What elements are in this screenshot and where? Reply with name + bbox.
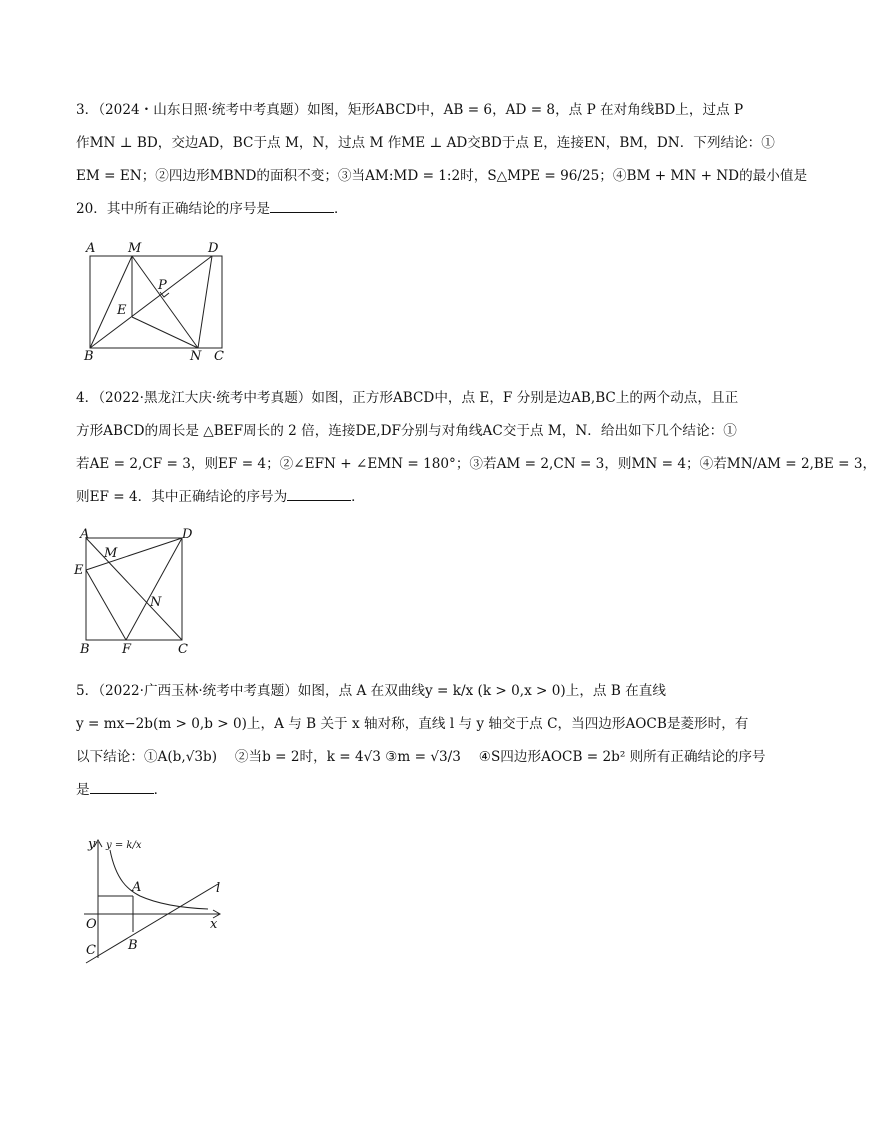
question-5 (76, 675, 766, 807)
q4-line-2: 方形ABCD的周长是 △BEF周长的 2 倍，连接DE,DF分别与对角线AC交于点 M，N．给出如下几个结论：① (76, 423, 737, 439)
q3-line-2: 作MN ⊥ BD，交边AD，BC于点 M，N，过点 M 作ME ⊥ AD交BD于点 E，连接EN，BM，DN．下列结论：① (76, 135, 775, 151)
q5-label-b: B (128, 938, 138, 953)
q5-hyperbola (110, 850, 208, 909)
q3-line-3: EM = EN；②四边形MBND的面积不变；③当AM:MD = 1:2时，S△MPE = 96/25；④BM + MN + ND的最小值是 (76, 168, 808, 184)
q5-label-curve: y = k/x (106, 840, 142, 851)
q5-label-l: l (216, 881, 221, 896)
q3-diagonal-bd (90, 256, 212, 348)
q5-answer-blank[interactable] (90, 792, 154, 794)
q3-rectangle (90, 256, 222, 348)
q5-figure-svg (80, 828, 240, 973)
q4-line-1: 4．（2022·黑龙江大庆·统考中考真题）如图，正方形ABCD中，点 E，F 分别是边AB,BC上的两个动点，且正 (76, 390, 739, 406)
q4-line-ef (86, 570, 126, 640)
q3-line-4-end: ． (334, 201, 348, 217)
q5-label-c: C (86, 943, 96, 958)
q3-label-p: P (158, 278, 167, 293)
q3-line-mn (132, 256, 198, 348)
q5-label-x: x (210, 917, 218, 932)
q5-line-1: 5．（2022·广西玉林·统考中考真题）如图，点 A 在双曲线y = k/x (k > 0,x > 0)上，点 B 在直线 (76, 683, 666, 699)
q3-line-4-text: 20．其中所有正确结论的序号是 (76, 201, 271, 217)
q4-label-c: C (178, 642, 188, 657)
q4-label-a: A (80, 527, 90, 542)
question-3 (76, 94, 808, 226)
q4-line-4 (76, 481, 726, 514)
q4-line-3: 若AE = 2,CF = 3，则EF = 4；②∠EFN + ∠EMN = 180°；③若AM = 2,CN = 3，则MN = 4；④若MN/AM = 2,BE = 3， (76, 456, 876, 472)
q5-line-3: 以下结论：①A(b,√3b) ②当b = 2时，k = 4√3 ③m = √3/3 ④S四边形AOCB = 2b² 则所有正确结论的序号 (76, 749, 766, 765)
q4-label-n: N (150, 595, 162, 610)
q4-line-4-text: 则EF = 4．其中正确结论的序号为 (76, 489, 288, 505)
q3-figure-svg (84, 240, 234, 365)
q4-answer-blank[interactable] (287, 499, 351, 501)
q4-label-m: M (104, 546, 118, 561)
question-4 (76, 382, 876, 514)
q5-label-o: O (86, 917, 97, 932)
q3-line-1: 3．（2024・山东日照·统考中考真题）如图，矩形ABCD中，AB = 6，AD = 8，点 P 在对角线BD上，过点 P (76, 102, 744, 118)
q3-line-en (132, 317, 198, 348)
q3-line-4 (76, 193, 726, 226)
q4-label-d: D (182, 527, 193, 542)
q3-label-a: A (86, 241, 96, 256)
q4-label-f: F (122, 642, 132, 657)
q5-line-4-text: 是 (76, 782, 90, 798)
q4-figure-svg (74, 526, 204, 656)
q4-label-b: B (80, 642, 90, 657)
q3-label-d: D (208, 241, 219, 256)
q5-line-4-end: ． (153, 782, 168, 798)
q3-answer-blank[interactable] (270, 211, 334, 213)
q4-figure (74, 526, 204, 660)
q5-label-y: y (88, 837, 96, 852)
q4-line-4-end: ． (351, 489, 365, 505)
q5-figure (80, 828, 240, 977)
q3-label-c: C (214, 349, 224, 364)
q3-line-bm (90, 256, 132, 348)
q3-label-e: E (117, 303, 127, 318)
q3-label-m: M (128, 241, 142, 256)
q4-label-e: E (74, 563, 84, 578)
q5-line-2: y = mx−2b(m > 0,b > 0)上，A 与 B 关于 x 轴对称，直线 l 与 y 轴交于点 C，当四边形AOCB是菱形时，有 (76, 716, 749, 732)
q5-line-4 (76, 774, 726, 807)
q3-label-b: B (84, 349, 94, 364)
q5-label-a: A (132, 880, 142, 895)
q3-figure (84, 240, 234, 369)
q3-line-dn (198, 256, 212, 348)
q3-label-n: N (190, 349, 202, 364)
